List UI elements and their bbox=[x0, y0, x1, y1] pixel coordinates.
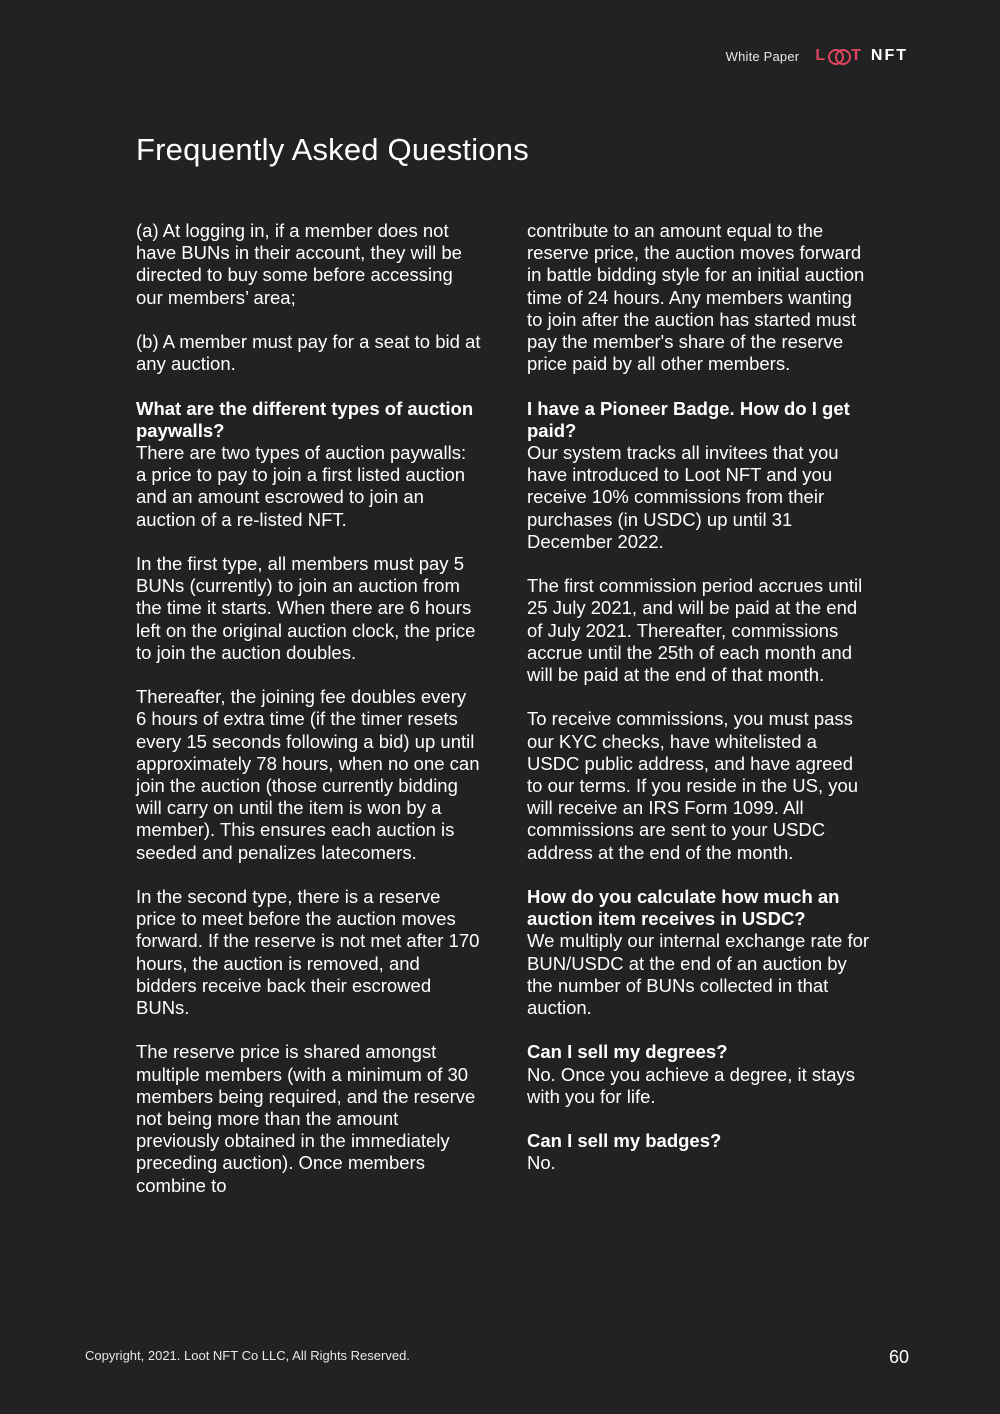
left-column bbox=[136, 220, 481, 1219]
faq-answer: There are two types of auction paywalls: a price to pay to join a first listed auction and an amount escrowed to join an auction of a re-listed NFT. bbox=[136, 442, 467, 530]
faq-question: Can I sell my degrees? bbox=[527, 1041, 728, 1063]
faq-question: How do you calculate how much an auction item receives in USDC? bbox=[527, 886, 840, 930]
paragraph: To receive commissions, you must pass our KYC checks, have whitelisted a USDC public address, and have agreed to our terms. If you reside in the US, you will receive an IRS Form 1099. All commissions are sent to your USDC address at the end of the month. bbox=[527, 708, 859, 863]
paragraph: contribute to an amount equal to the reserve price, the auction moves forward in battle bidding style for an initial auction time of 24 hours. Any members wanting to join after the auction has started must pay the member's share of the reserve price paid by all other members. bbox=[527, 220, 865, 375]
loot-nft-logo bbox=[815, 46, 908, 66]
faq-question: Can I sell my badges? bbox=[527, 1130, 722, 1152]
page-title: Frequently Asked Questions bbox=[136, 132, 529, 167]
faq-item bbox=[527, 398, 872, 553]
paragraph: The first commission period accrues until 25 July 2021, and will be paid at the end of July 2021. Thereafter, commissions accrue until the 25th of each month and will be paid at the end of that month. bbox=[527, 575, 863, 686]
paragraph: In the first type, all members must pay 5 BUNs (currently) to join an auction from the time it starts. When there are 6 hours left on the original auction clock, the price to join the auction doubles. bbox=[136, 553, 476, 663]
page-header bbox=[726, 46, 908, 66]
paragraph: (a) At logging in, if a member does not have BUNs in their account, they will be directed to buy some before accessing our members’ area; bbox=[136, 220, 462, 308]
faq-item bbox=[527, 1130, 872, 1174]
faq-item bbox=[136, 398, 481, 531]
page-number: 60 bbox=[888, 1347, 909, 1367]
paragraph: Thereafter, the joining fee doubles every 6 hours of extra time (if the timer resets every 15 seconds following a bid) up until approximately 78 hours, when no one can join the auction (those currently bidding will carry on until the item is won by a member). This ensures each auction is seeded and penalizes latecomers. bbox=[136, 686, 480, 863]
right-column bbox=[527, 220, 872, 1197]
faq-answer: No. bbox=[527, 1152, 556, 1174]
faq-question: What are the different types of auction paywalls? bbox=[136, 397, 474, 441]
faq-item bbox=[527, 1041, 872, 1108]
logo-loot-mark: L T bbox=[815, 47, 863, 64]
paragraph: The reserve price is shared amongst multiple members (with a minimum of 30 members being required, and the reserve not being more than the amount previously obtained in the immediately preceding auction). Once members combine to bbox=[136, 1041, 476, 1196]
logo-double-o-icon bbox=[828, 49, 850, 63]
faq-question: I have a Pioneer Badge. How do I get paid? bbox=[527, 397, 850, 441]
faq-answer: We multiply our internal exchange rate for BUN/USDC at the end of an auction by the number of BUNs collected in that auction. bbox=[527, 930, 870, 1019]
faq-item bbox=[527, 886, 872, 1019]
faq-answer: Our system tracks all invitees that you have introduced to Loot NFT and you receive 10% commissions from their purchases (in USDC) up until 31 December 2022. bbox=[527, 442, 839, 552]
footer-copyright: Copyright, 2021. Loot NFT Co LLC, All Rights Reserved. bbox=[85, 1348, 410, 1363]
logo-nft-text: NFT bbox=[870, 47, 908, 64]
faq-answer: No. Once you achieve a degree, it stays with you for life. bbox=[527, 1063, 856, 1107]
paragraph: In the second type, there is a reserve price to meet before the auction moves forward. If the reserve is not met after 170 hours, the auction is removed, and bidders receive back their escrowed BUNs. bbox=[136, 886, 480, 1019]
header-label: White Paper bbox=[725, 48, 800, 64]
paragraph: (b) A member must pay for a seat to bid at any auction. bbox=[136, 331, 481, 375]
